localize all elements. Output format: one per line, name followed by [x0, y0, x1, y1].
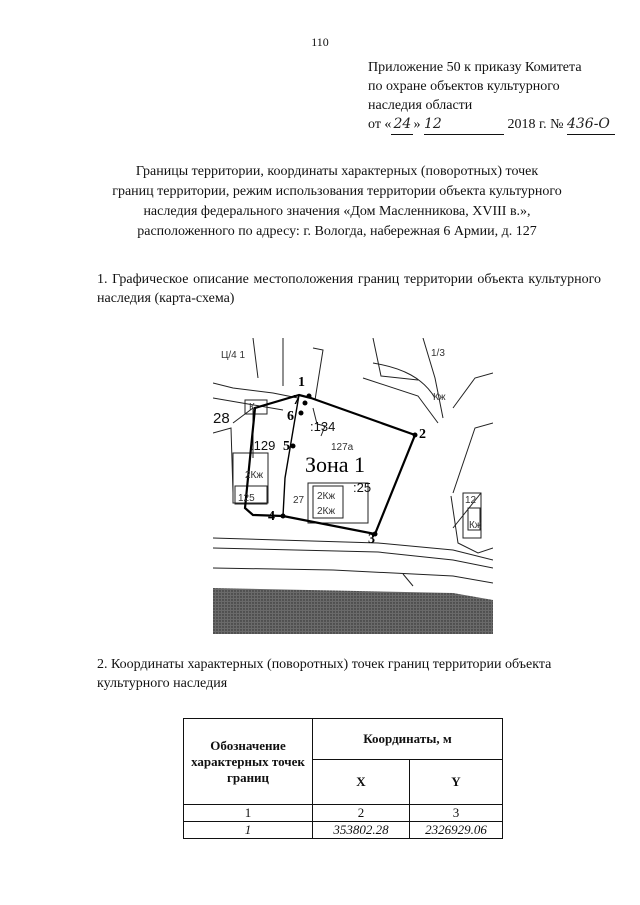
house-27-label: 27: [293, 495, 305, 506]
dark-area: [213, 588, 493, 634]
building-label-4: Кж: [469, 520, 482, 531]
house-12-label: 12: [465, 495, 477, 506]
index-cell: 2: [313, 805, 410, 822]
header-coordinates: Координаты, м: [313, 719, 503, 760]
appendix-block: [368, 58, 628, 135]
point-3-label: 3: [368, 532, 375, 547]
parcel-134-label: :134: [310, 419, 336, 434]
parcel-28-label: 28: [213, 410, 230, 427]
building-label-2: 2Кж: [317, 491, 336, 502]
building-label-3: 2Кж: [317, 506, 336, 517]
house-125-label: 125: [238, 493, 255, 504]
header-point-designation: Обозначение характерных точек границ: [184, 719, 313, 805]
point-6-label: 6: [287, 409, 294, 424]
appendix-line-2: по охране объектов культурного: [368, 79, 560, 94]
document-title: [70, 162, 604, 242]
table-row: [184, 822, 503, 839]
point-4-label: 4: [268, 509, 275, 524]
point-1-label: 1: [298, 375, 305, 390]
date-day: 24: [391, 115, 413, 135]
building-label-6: Кж: [433, 392, 446, 403]
point-2-label: 2: [419, 427, 426, 442]
title-line-3: наследия федерального значения «Дом Масленникова, XVIII в.»,: [143, 204, 531, 219]
index-cell: 1: [184, 805, 313, 822]
point-5-label: 5: [283, 439, 290, 454]
header-x: X: [313, 760, 410, 805]
title-line-1: Границы территории, координаты характерных (поворотных) точек: [135, 164, 539, 179]
parcel-25-label: :25: [353, 480, 372, 495]
x-cell: 353802.28: [313, 822, 410, 839]
date-year: 2018 г. №: [507, 117, 564, 132]
section-1-heading: 1. Графическое описание местоположения границ территории объекта культурного наследия (карта-схема): [97, 272, 601, 306]
section-2-heading: 2. Координаты характерных (поворотных) точек границ территории объекта культурного наследия: [97, 657, 552, 691]
coordinates-table: [183, 718, 503, 839]
date-day-close: »: [413, 117, 421, 132]
point-7-label: 7: [293, 393, 300, 408]
parcel-129-label: :129: [250, 438, 276, 453]
point-cell: 1: [184, 822, 313, 839]
top-left-label: Ц/4 1: [221, 350, 246, 361]
boundary-map: [213, 338, 493, 634]
appendix-line-1: Приложение 50 к приказу Комитета: [368, 60, 582, 75]
zone-label: Зона 1: [305, 452, 366, 477]
date-prefix: от «: [368, 117, 392, 132]
date-month: 12: [424, 115, 504, 135]
order-number: 436-О: [567, 115, 615, 135]
table-index-row: [184, 805, 503, 822]
title-line-2: границ территории, режим использования территории объекта культурного: [112, 184, 562, 199]
appendix-date-line: [368, 115, 628, 135]
top-mid-label: 1/3: [431, 348, 445, 359]
building-label-5: К: [249, 402, 255, 413]
house-127-label: 127а: [331, 442, 354, 453]
index-cell: 3: [410, 805, 503, 822]
building-label-1: 2Кж: [245, 470, 264, 481]
y-cell: 2326929.06: [410, 822, 503, 839]
page-number: 110: [311, 35, 329, 49]
title-line-4: расположенного по адресу: г. Вологда, набережная 6 Армии, д. 127: [137, 224, 537, 239]
appendix-line-3: наследия области: [368, 98, 473, 113]
header-y: Y: [410, 760, 503, 805]
